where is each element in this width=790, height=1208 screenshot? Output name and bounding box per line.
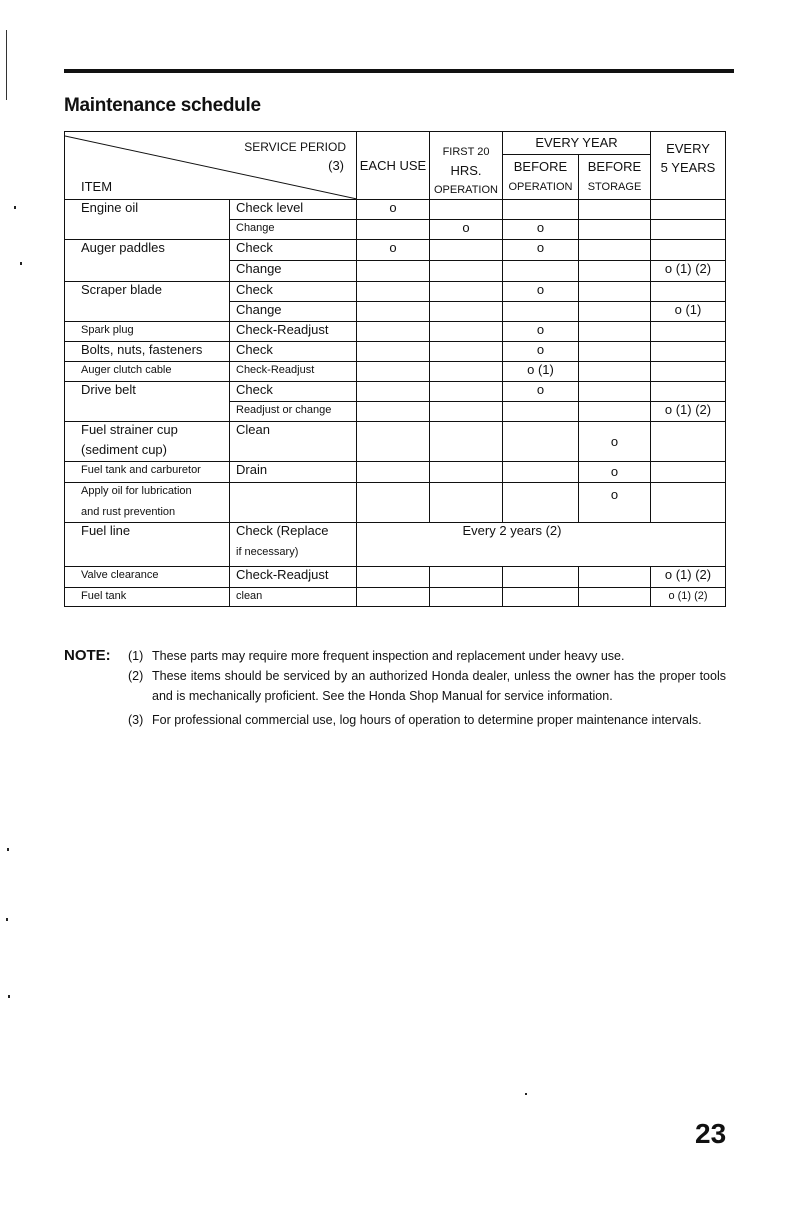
first20-line3: OPERATION — [434, 184, 498, 196]
page-number: 23 — [695, 1118, 727, 1149]
mark: o — [357, 240, 430, 261]
item-name: Fuel tank — [65, 588, 230, 607]
mark: o — [357, 200, 430, 220]
notes — [64, 646, 726, 730]
action: Check-Readjust — [230, 362, 357, 382]
item-name — [65, 483, 230, 523]
every-year-header: EVERY YEAR — [503, 132, 651, 155]
table-row — [65, 200, 726, 220]
note-text: These items should be serviced by an authorized Honda dealer, unless the owner has the proper tools and is mechanically proficient. See the Honda Shop Manual for service information. — [152, 669, 726, 703]
action — [230, 523, 357, 567]
mark: o — [503, 322, 579, 342]
table-row — [65, 382, 726, 402]
table-row — [65, 240, 726, 261]
every5-header — [651, 132, 726, 200]
note-number: (1) — [128, 649, 144, 663]
table-row — [65, 322, 726, 342]
action: Check — [230, 342, 357, 362]
action: clean — [230, 588, 357, 607]
note-label: NOTE: — [64, 647, 111, 664]
header-row-1 — [65, 132, 726, 155]
item-name-line1: Apply oil for lubrication — [81, 485, 192, 497]
mark: o — [503, 282, 579, 302]
table-row — [65, 302, 726, 322]
mark: o — [579, 483, 651, 523]
note-3 — [64, 710, 726, 730]
item-name: Valve clearance — [65, 567, 230, 588]
action: Check level — [230, 200, 357, 220]
action: Check — [230, 382, 357, 402]
item-period-header — [65, 132, 357, 200]
table-row — [65, 261, 726, 282]
item-name-line1: Fuel strainer cup — [81, 422, 178, 437]
item-name: Engine oil — [65, 200, 230, 220]
note-text: For professional commercial use, log hours of operation to determine proper maintenance intervals. — [152, 713, 702, 727]
scan-speck — [6, 918, 8, 921]
item-name: Fuel line — [65, 523, 230, 567]
first20-line2: HRS. — [450, 163, 482, 178]
item-label: ITEM — [81, 179, 113, 194]
note-1 — [64, 646, 726, 666]
every5-line1: EVERY — [666, 141, 710, 156]
mark: o — [579, 462, 651, 483]
table-row — [65, 567, 726, 588]
note-number: (3) — [128, 713, 144, 727]
action: Change — [230, 220, 357, 240]
item-name: Auger clutch cable — [65, 362, 230, 382]
each-use-header: EACH USE — [357, 132, 430, 200]
first20-header — [430, 132, 503, 200]
action-line2: if necessary) — [236, 546, 299, 558]
every5-line2: 5 YEARS — [660, 160, 716, 175]
action: Change — [230, 302, 357, 322]
table-row — [65, 402, 726, 422]
mark: o — [503, 382, 579, 402]
maintenance-table — [64, 131, 726, 607]
before-op-line1: BEFORE — [513, 159, 568, 174]
table-row — [65, 282, 726, 302]
item-name — [65, 422, 230, 462]
before-st-line1: BEFORE — [587, 159, 642, 174]
note-number: (2) — [128, 669, 144, 683]
mark: o (1) (2) — [651, 261, 726, 282]
mark: o — [503, 240, 579, 261]
table-row — [65, 422, 726, 462]
mark: o — [579, 422, 651, 462]
first20-line1: FIRST 20 — [442, 146, 490, 158]
action: Check — [230, 282, 357, 302]
item-name: Spark plug — [65, 322, 230, 342]
note-2 — [64, 666, 726, 706]
table-row — [65, 362, 726, 382]
page-title: Maintenance schedule — [64, 95, 261, 116]
period-span: Every 2 years (2) — [357, 523, 726, 567]
item-name: Scraper blade — [65, 282, 230, 302]
service-period-note: (3) — [328, 158, 344, 173]
scan-speck — [7, 848, 9, 851]
item-name-line2: and rust prevention — [81, 506, 176, 518]
item-name: Drive belt — [65, 382, 230, 402]
item-name-line2: (sediment cup) — [81, 442, 167, 457]
action: Check-Readjust — [230, 567, 357, 588]
mark: o (1) — [503, 362, 579, 382]
item-name: Auger paddles — [65, 240, 230, 261]
mark: o — [430, 220, 503, 240]
table-row — [65, 588, 726, 607]
scan-speck — [20, 262, 22, 265]
mark: o (1) (2) — [651, 588, 726, 607]
action: Readjust or change — [230, 402, 357, 422]
table-row — [65, 523, 726, 567]
table-row — [65, 483, 726, 523]
note-text: These parts may require more frequent inspection and replacement under heavy use. — [152, 649, 625, 663]
mark: o (1) (2) — [651, 402, 726, 422]
table-row — [65, 220, 726, 240]
action: Clean — [230, 422, 357, 462]
action-line1: Check (Replace — [236, 523, 329, 538]
mark: o — [503, 220, 579, 240]
mark: o (1) (2) — [651, 567, 726, 588]
scan-speck — [8, 995, 10, 998]
scan-speck — [525, 1093, 527, 1095]
action: Check — [230, 240, 357, 261]
mark: o — [503, 342, 579, 362]
before-st-line2: STORAGE — [587, 181, 642, 193]
before-op-line2: OPERATION — [508, 181, 573, 193]
mark: o (1) — [651, 302, 726, 322]
action: Check-Readjust — [230, 322, 357, 342]
before-storage-header — [579, 155, 651, 200]
action: Drain — [230, 462, 357, 483]
item-name: Fuel tank and carburetor — [65, 462, 230, 483]
action: Change — [230, 261, 357, 282]
scan-speck — [14, 206, 16, 209]
table-row — [65, 462, 726, 483]
service-period-label: SERVICE PERIOD — [244, 140, 346, 154]
table-row — [65, 342, 726, 362]
item-name: Bolts, nuts, fasteners — [65, 342, 230, 362]
header-rule — [64, 69, 734, 73]
before-operation-header — [503, 155, 579, 200]
margin-rule — [6, 30, 7, 100]
